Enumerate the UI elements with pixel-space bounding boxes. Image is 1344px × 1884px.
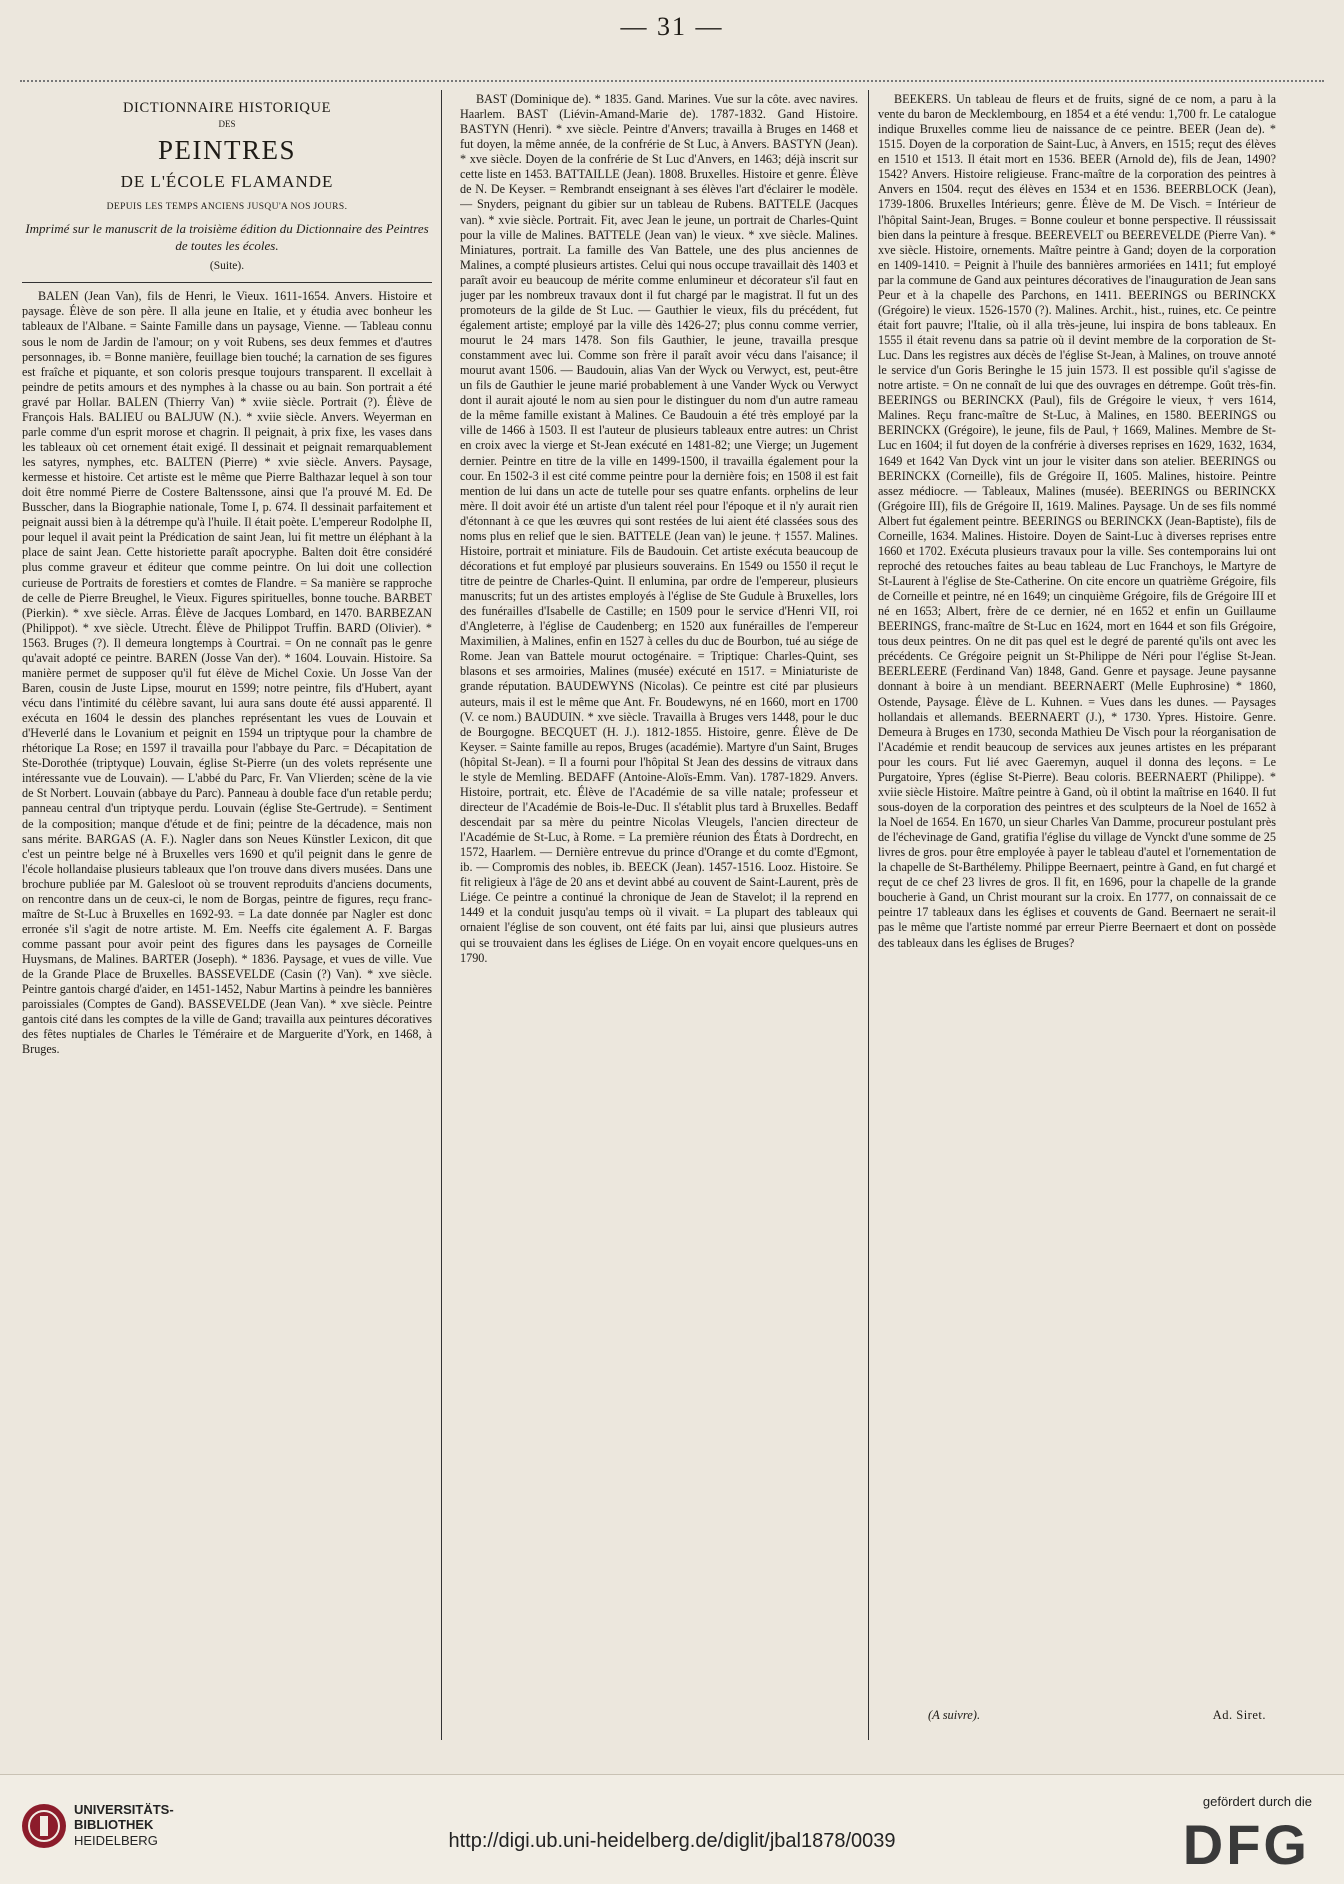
column-rule-2 [868,90,869,1740]
author-signature: Ad. Siret. [1212,1708,1266,1722]
digitization-footer [0,1774,1344,1884]
funded-by-label: gefördert durch die [1202,1794,1312,1809]
header-imprime: Imprimé sur le manuscrit de la troisième édition du Dictionnaire des Peintres de toutes les écoles. [25,221,429,254]
header-suite: (Suite). [209,260,245,273]
column-right [878,92,1276,1774]
column-rule-1 [441,90,442,1740]
university-name: UNIVERSITÄTS- BIBLIOTHEK HEIDELBERG [74,1802,174,1848]
dfg-logo: DFG [1182,1813,1310,1876]
header-rule [22,282,432,283]
column-middle [460,92,858,1762]
page-number: — 31 — [620,12,724,41]
header-depuis: DEPUIS LES TEMPS ANCIENS JUSQU'A NOS JOURS. [106,202,348,212]
source-url-link[interactable]: http://digi.ub.uni-heidelberg.de/diglit/jbal1878/0039 [448,1830,896,1852]
header-ecole: DE L'ÉCOLE FLAMANDE [120,172,334,191]
column-left [22,92,432,1762]
column-middle-text: BAST (Dominique de). * 1835. Gand. Marines. Vue sur la côte. avec navires. Haarlem. BAST (Liévin-Amand-Marie de). 1787-1832. Gand Histoire. BASTYN (Henri). * xve siècle. Peintre d'Anvers; travailla à Bruges en 1468 et fut doyen, la même année, de la confrérie de St Luc, à Anvers. BASTYN (Jean). * xve siècle. Doyen de la confrérie de St Luc d'Anvers, en 1463; déjà inscrit sur cette liste en 1453. BATTAILLE (Jean). 1808. Bruxelles. Histoire et genre. Élève de N. De Keyser. = Rembrandt enseignant à ses élèves l'art d'éclairer le modèle. — Snyders, peignant du gibier sur un tableau de Rubens. BATTELE (Jacques van). * xvie siècle. Portrait. Fit, avec Jean le jeune, un portrait de Charles-Quint pour la ville de Malines. BATTELE (Jean van) le vieux. * xve siècle. Malines. Miniatures, portrait. La famille des Van Battele, une des plus anciennes de Malines, a compté plusieurs artistes. Celui qui nous occupe travaillait dès 1403 et paraît avoir eu beaucoup de mérite comme enlumineur et décorateur s'il faut en juger par les nombreux travaux dont il fut chargé par le magistrat. Il fut un des promoteurs de la gilde de St Luc. — Gauthier le vieux, fils du précédent, fut également artiste; employé par la ville dès 1426-27; plus connu comme verrier, mourut le 24 mars 1478. Son fils Gauthier, le jeune, travailla presque constamment avec lui. Comme son frère il paraît avoir vécu dans l'aisance; il mourut avant 1506. — Baudouin, alias Van der Wyck ou Verwyct, est, peut-être un fils de Gauthier le jeune marié probablement à une Vander Wyck ou Verwyct dont il aurait ajouté le nom au sien pour le distinguer du nom d'un autre rameau de la même famille existant à Malines. Ce Baudouin a été très employé par la ville de 1466 à 1503. Il est l'auteur de plusieurs tableaux entre autres: un Christ en croix avec la vierge et St-Jean exécuté en 1481-82; une Vierge; un Jugement dernier. Peintre en titre de la ville en 1499-1500, il travailla également pour la cour. En 1502-3 il est cité comme peintre pour la dernière fois; en 1508 il est fait mention de lui dans un acte de tutelle pour ses quatre enfants. orphelins de leur mère. Il doit avoir été un artiste d'un talent réel pour l'époque et il n'y aurait rien d'étonnant à ce que les œuvres qui sont restées de lui aient été classées sous des noms plus en relief que le sien. BATTELE (Jean van) le jeune. † 1557. Malines. Histoire, portrait et miniature. Fils de Baudouin. Cet artiste exécuta beaucoup de décorations et fut employé par plusieurs souverains. En 1549 ou 1550 il reçut le titre de peintre de Charles-Quint. Il enlumina, par ordre de l'empereur, plusieurs manuscrits; fut un des artistes employés à l'église de Ste Gudule à Bruxelles, lors des funérailles d'Isabelle de Castille; en 1509 pour le service d'Henri VII, roi d'Angleterre, à l'église de Caudenberg; en 1520 aux funérailles de l'empereur Maximilien, à Malines, enfin en 1527 à celles du duc de Bourbon, tué au siége de Rome. Jean van Battele mourut octogénaire. = Triptique: Charles-Quint, ses blasons et ses armoiries, Malines (musée) exécuté en 1517. = Miniaturiste de grande réputation. BAUDEWYNS (Nicolas). Ce peintre est cité par plusieurs auteurs, mais il est le même que Ant. Fr. Boudewyns, né en 1660, mort en 1700 (V. ce nom.) BAUDUIN. * xve siècle. Travailla à Bruges vers 1448, pour le duc de Bourgogne. BECQUET (H. J.). 1812-1855. Histoire, genre. Élève de De Keyser. = Sainte famille au repos, Bruges (académie). Martyre d'un Saint, Bruges (hôpital St-Jean). = Il a fourni pour l'hôpital St Jean des dessins de vitraux dans le style de Memling. BEDAFF (Antoine-Aloïs-Emm. Van). 1787-1829. Anvers. Histoire, portrait, etc. Élève de l'Académie de sa ville natale; professeur et directeur de l'Académie de Bois-le-Duc. Il s'établit plus tard à Bruxelles. Bedaff descendait par sa mère du peintre Nicolas Vleugels, l'ancien directeur de l'Académie de St-Luc, à Rome. = La première réunion des États à Dordrecht, en 1572, Haarlem. — Dernière entrevue du prince d'Orange et du comte d'Egmont, ib. — Compromis des nobles, ib. BEECK (Jean). 1457-1516. Looz. Histoire. Se fit religieux à l'âge de 20 ans et devint abbé au couvent de Saint-Laurent, près de Liége. Ce peintre a continué la chronique de Jean de Stavelot; il la reprend en 1449 et la conduit jusqu'au temps où il vivait. = La plupart des tableaux qui ornaient l'église de son couvent, ont été faits par lui, ainsi que plusieurs autres qui se trouvaient dans les églises de Liége. On en voyait encore quelques-uns en 1790. [460,92,858,965]
header-des: DES [218,119,236,129]
top-dotted-rule [20,80,1324,82]
column-left-text: BALEN (Jean Van), fils de Henri, le Vieux. 1611-1654. Anvers. Histoire et paysage. Élève de son père. Il alla jeune en Italie, et y étudia avec bonheur les tableaux de l'Albane. = Sainte Famille dans un paysage, Vienne. — Tableau connu sous le nom de Jardin de l'amour; on y voit Rubens, ses deux femmes et d'autres personnages, ib. = Bonne manière, feuillage bien touché; la carnation de ses figures est fraîche et piquante, et son coloris presque toujours transparent. Il excellait à peindre de petits amours et des nymphes à la chasse ou au bain. Son portrait a été gravé par Hollar. BALEN (Thierry Van) * xviie siècle. Portrait (?). Élève de François Hals. BALIEU ou BALJUW (N.). * xviie siècle. Anvers. Weyerman en parle comme d'un esprit morose et chagrin. Il peignait, à prix fixe, les vases dans les tableaux où cet ornement était exigé. Il dessinait et peignait remarquablement les satyres, nymphes, etc. BALTEN (Pierre) * xvie siècle. Anvers. Paysage, kermesse et histoire. Cet artiste est le même que Pierre Balthazar lequel à son tour doit être nommé Pierre de Costere Baltenssone, ainsi que l'a prouvé M. Ed. De Busscher, dans la Biographie nationale, Tome I, p. 674. Il dessinait parfaitement et peignait aussi bien à la détrempe qu'à l'huile. Il était poète. L'empereur Rodolphe II, pour lequel il avait peint la Prédication de saint Jean, lui fit mettre un éléphant à la place de saint Jean. Cette historiette paraît apocryphe. Balten doit être considéré plus comme graveur et éditeur que comme peintre. On lui doit une collection curieuse de Portraits de forestiers et comtes de Flandre. = Sa manière se rapproche de celle de Pierre Breughel, le Vieux. Figures spirituelles, bonne touche. BARBET (Pierkin). * xve siècle. Arras. Élève de Jacques Lombard, en 1470. BARBEZAN (Philippot). * xve siècle. Utrecht. Élève de Philippot Truffin. BARD (Olivier). * 1563. Bruges (?). Il demeura longtemps à Courtrai. = On ne connaît pas le genre qu'avait adopté ce peintre. BAREN (Josse Van der). * 1604. Louvain. Histoire. Sa manière permet de supposer qu'il fut élève de Michel Coxie. Un Josse Van der Baren, cousin de Juste Lipse, mourut en 1599; notre peintre, fils d'Hubert, ayant vécu dans l'intimité du célèbre savant, lui aura sans doute été aussi apparenté. Il exécuta en 1604 le dessin des planches représentant les vues de Louvain et d'Heverlé dans le Lovanium et peignit en 1594 un triptyque pour la chambre de rhétorique La Rose; en 1597 il travailla pour l'abbaye du Parc. = Décapitation de Ste-Dorothée (triptyque) Louvain, église St-Pierre (un des volets représente une intéressante vue de Louvain). — L'abbé du Parc, Fr. Van Vlierden; scène de la vie de St Norbert. Louvain (abbaye du Parc). Panneau à double face d'un retable perdu; panneau central d'un triptyque perdu. Louvain (église Ste-Gertrude). = Sentiment de la composition; manque d'étude et de fini; peintre de la décadence, mais non sans mérite. BARGAS (A. F.). Nagler dans son Neues Künstler Lexicon, dit que c'est un peintre belge né à Bruxelles vers 1690 et qu'il peignit dans le genre de l'école hollandaise plusieurs tableaux que l'on trouve dans divers musées. Dans une brochure publiée par M. Galesloot où se trouvent reproduits d'anciens documents, on rencontre dans un de ceux-ci, le nom de Borgas, peintre de figures, reçu franc-maître de St-Luc à Bruxelles en 1692-93. = La date donnée par Nagler est donc erronée s'il s'agit de notre artiste. M. Em. Neeffs cite également A. F. Bargas comme passant pour avoir peint des figures dans les paysages de Corneille Huysmans, de Malines. BARTER (Joseph). * 1836. Paysage, et vues de ville. Vue de la Grande Place de Bruxelles. BASSEVELDE (Casin (?) Van). * xve siècle. Peintre gantois chargé d'aider, en 1451-1452, Nabur Martins à peindre les bannières paroissiales (Comptes de Gand). BASSEVELDE (Jean Van). * xve siècle. Peintre gantois cité dans les comptes de la ville de Gand; travailla aux peintures décoratives des fêtes nuptiales de Charles le Téméraire et de Marguerite d'York, en 1468, à Bruges. [22,289,432,1057]
header-peintres: PEINTRES [157,135,296,165]
footer-divider [0,1774,1344,1775]
header-dictionnaire: DICTIONNAIRE HISTORIQUE [122,100,332,116]
article-header [22,100,432,272]
column-right-text: BEEKERS. Un tableau de fleurs et de fruits, signé de ce nom, a paru à la vente du baron de Mecklembourg, en 1854 et a été vendu: 1,700 fr. Le catalogue indique Bruxelles comme lieu de naissance de ce peintre. BEER (Jean de). * 1515. Doyen de la corporation de Saint-Luc, à Anvers, en 1515; reçut des élèves en 1510 et 1513. Il était mort en 1536. BEER (Arnold de), fils de Jean, 1490? 1542? Anvers. Histoire religieuse. Franc-maître de la corporation des peintres à Anvers en 1504. reçut des élèves en 1534 et en 1536. BEERBLOCK (Jean), 1739-1806. Bruxelles Intérieurs; genre. Élève de M. De Visch. = Intérieur de l'hôpital Saint-Jean, Bruges. = Bonne couleur et bonne perspective. Il réussissait bien dans la peinture à fresque. BEEREVELT ou BEEREVELDE (Pierre Van). * xve siècle. Histoire, ornements. Maître peintre à Gand; doyen de la corporation en 1409-1410. = Peignit à l'huile des bannières armoriées en 1411; fut employé par la commune de Gand aux peintures décoratives de l'inauguration de Jean sans Peur et à la chapelle des Parchons, en 1411. BEERINGS ou BERINCKX (Grégoire) le vieux. 1526-1570 (?). Malines. Archit., hist., ruines, etc. Ce peintre était fort pauvre; l'Italie, où il alla très-jeune, lui inspira de bons tableaux. En 1555 il était revenu dans sa patrie où il devint membre de la corporation de St-Luc. Dans les registres aux décès de l'église St-Jean, à Malines, on trouve annoté le service d'un Goris Beringhe le 15 juin 1573. Il est possible qu'il s'agisse de notre artiste. = On ne connaît de lui que des ouvrages en détrempe. Goût très-fin. BEERINGS ou BERINCKX (Paul), fils de Grégoire le vieux, † vers 1614, Malines. Reçu franc-maître de St-Luc, à Malines, en 1580. BEERINGS ou BERINCKX (Grégoire), le jeune, fils de Paul, † 1669, Malines. Membre de St-Luc en 1604; il fut doyen de la confrérie à diverses reprises en 1629, 1632, 1634, 1649 et 1642 Van Dyck vint un jour le visiter dans son atelier. BEERINGS ou BERINCKX (Corneille), fils de Grégoire II, 1605. Malines, histoire. Peintre assez médiocre. — Tableaux, Malines (musée). BEERINGS ou BERINCKX (Grégoire III), fils de Grégoire II, 1619. Malines. Paysage. Un de ses fils nommé Albert fut également peintre. BEERINGS ou BERINCKX (Jean-Baptiste), fils de Corneille, 1634. Malines. Histoire. Doyen de Saint-Luc à diverses reprises entre 1660 et 1702. Exécuta plusieurs travaux pour la ville. Ses contemporains lui ont reproché des retouches faites au beau tableau de Luc Franchoys, le Martyre de St-Laurent à l'église de Ste-Catherine. On cite encore un quatrième Grégoire, fils de Corneille et peintre, né en 1649; un cinquième Grégoire, fils de Grégoire III et né en 1653; Albert, frère de ce dernier, né en 1652 et enfin un Guillaume BEERINGS, franc-maître de St-Luc en 1624, mort en 1644 et son fils Grégoire, tous deux peintres. On ne dit pas quel est le degré de parenté qu'ils ont avec les précédents. Ce Grégoire peignit un St-Philippe de Néri pour l'église St-Jean. BEERLEERE (Ferdinand Van) 1848, Gand. Genre et paysage. Jeune paysanne donnant à boire à un mendiant. BEERNAERT (Melle Euphrosine) * 1860, Ostende, Paysage. Élève de L. Kuhnen. = Vues dans les dunes. — Paysages hollandais et allemands. BEERNAERT (J.), * 1730. Ypres. Histoire. Genre. Demeura à Bruges en 1730, seconda Mathieu De Visch pour la réorganisation de l'Académie et rendit beaucoup de services aux jeunes artistes en les préparant pour les cours. Fut lié avec Gaeremyn, auquel il donna des leçons. = Le Purgatoire, Ypres (église St-Pierre). Beau coloris. BEERNAERT (Philippe). * xviie siècle Histoire. Maître peintre à Gand, où il obtint la maîtrise en 1640. Il fut sous-doyen de la corporation des peintres et des sculpteurs de la Noel de 1652 à la Noel de 1654. En 1670, un sieur Charles Van Damme, procureur postulant près de l'échevinage de Gand, gratifia l'église du village de Vynckt d'une somme de 25 livres de gros. pour être employée à payer le tableau d'autel et l'ornementation de la chapelle de St-Barthélemy. Philippe Beernaert, peintre à Gand, en fut chargé et reçut de ce chef 23 livres de gros. Il fit, en 1696, pour la chapelle de la grande boucherie à Gand, un Christ mourant sur la croix. En 1777, on connaissait de ce peintre 17 tableaux dans les églises et couvents de Gand. Beernaert ne serait-il pas le même que l'artiste nommé par erreur Pierre Beernaert et dont on possède des tableaux dans les églises de Bruges? [878,92,1276,950]
a-suivre: (A suivre). [928,1708,981,1722]
